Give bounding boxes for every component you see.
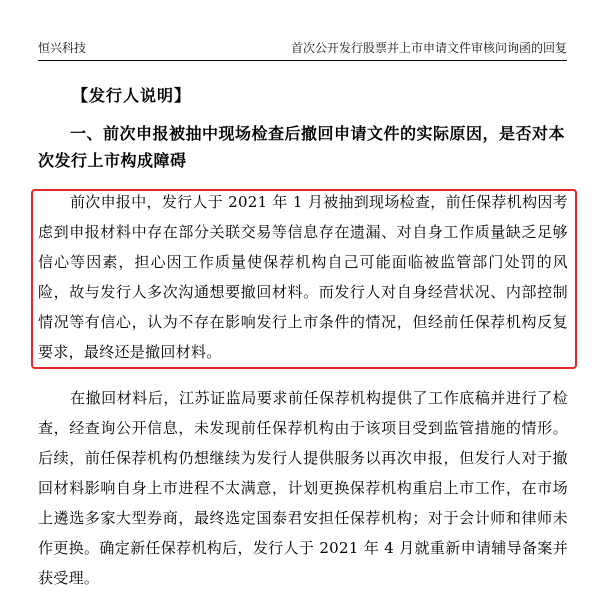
paragraph-1: 前次申报中，发行人于 2021 年 1 月被抽到现场检查，前任保荐机构因考虑到申报材料中存在部分关联交易等信息存在遗漏、对自身工作质量缺乏足够信心等因素，担心因工作质量使保荐机构自己可能面临被监管部门处罚的风险，故与发行人多次沟通想要撤回材料。而发行人对自身经营状况、内部控制情况等有信心，认为不存在影响发行上市条件的情况，但经前任保荐机构反复要求，最终还是撤回材料。 [38, 193, 568, 361]
header-company-name: 恒兴科技 [38, 41, 87, 55]
header-document-title: 首次公开发行股票并上市申请文件审核问询函的回复 [290, 41, 567, 55]
question-title: 一、前次申报被抽中现场检查后撤回申请文件的实际原因，是否对本次发行上市构成障碍 [38, 124, 566, 170]
highlight-box [31, 189, 577, 369]
header-divider [38, 60, 567, 61]
section-title: 【发行人说明】 [72, 86, 192, 105]
paragraph-2: 在撤回材料后，江苏证监局要求前任保荐机构提供了工作底稿并进行了检查，经查询公开信息，未发现前任保荐机构由于该项目受到监管措施的情形。后续，前任保荐机构仍想继续为发行人提供服务以再次申报，但发行人对于撤回材料影响自身上市进程不太满意，计划更换保荐机构重启上市工作，在市场上遴选多家大型券商，最终选定国泰君安担任保荐机构；对于会计师和律师未作更换。确定新任保荐机构后，发行人于 2021 年 4 月就重新申请辅导备案并获受理。 [38, 389, 568, 587]
page-header [38, 38, 567, 58]
